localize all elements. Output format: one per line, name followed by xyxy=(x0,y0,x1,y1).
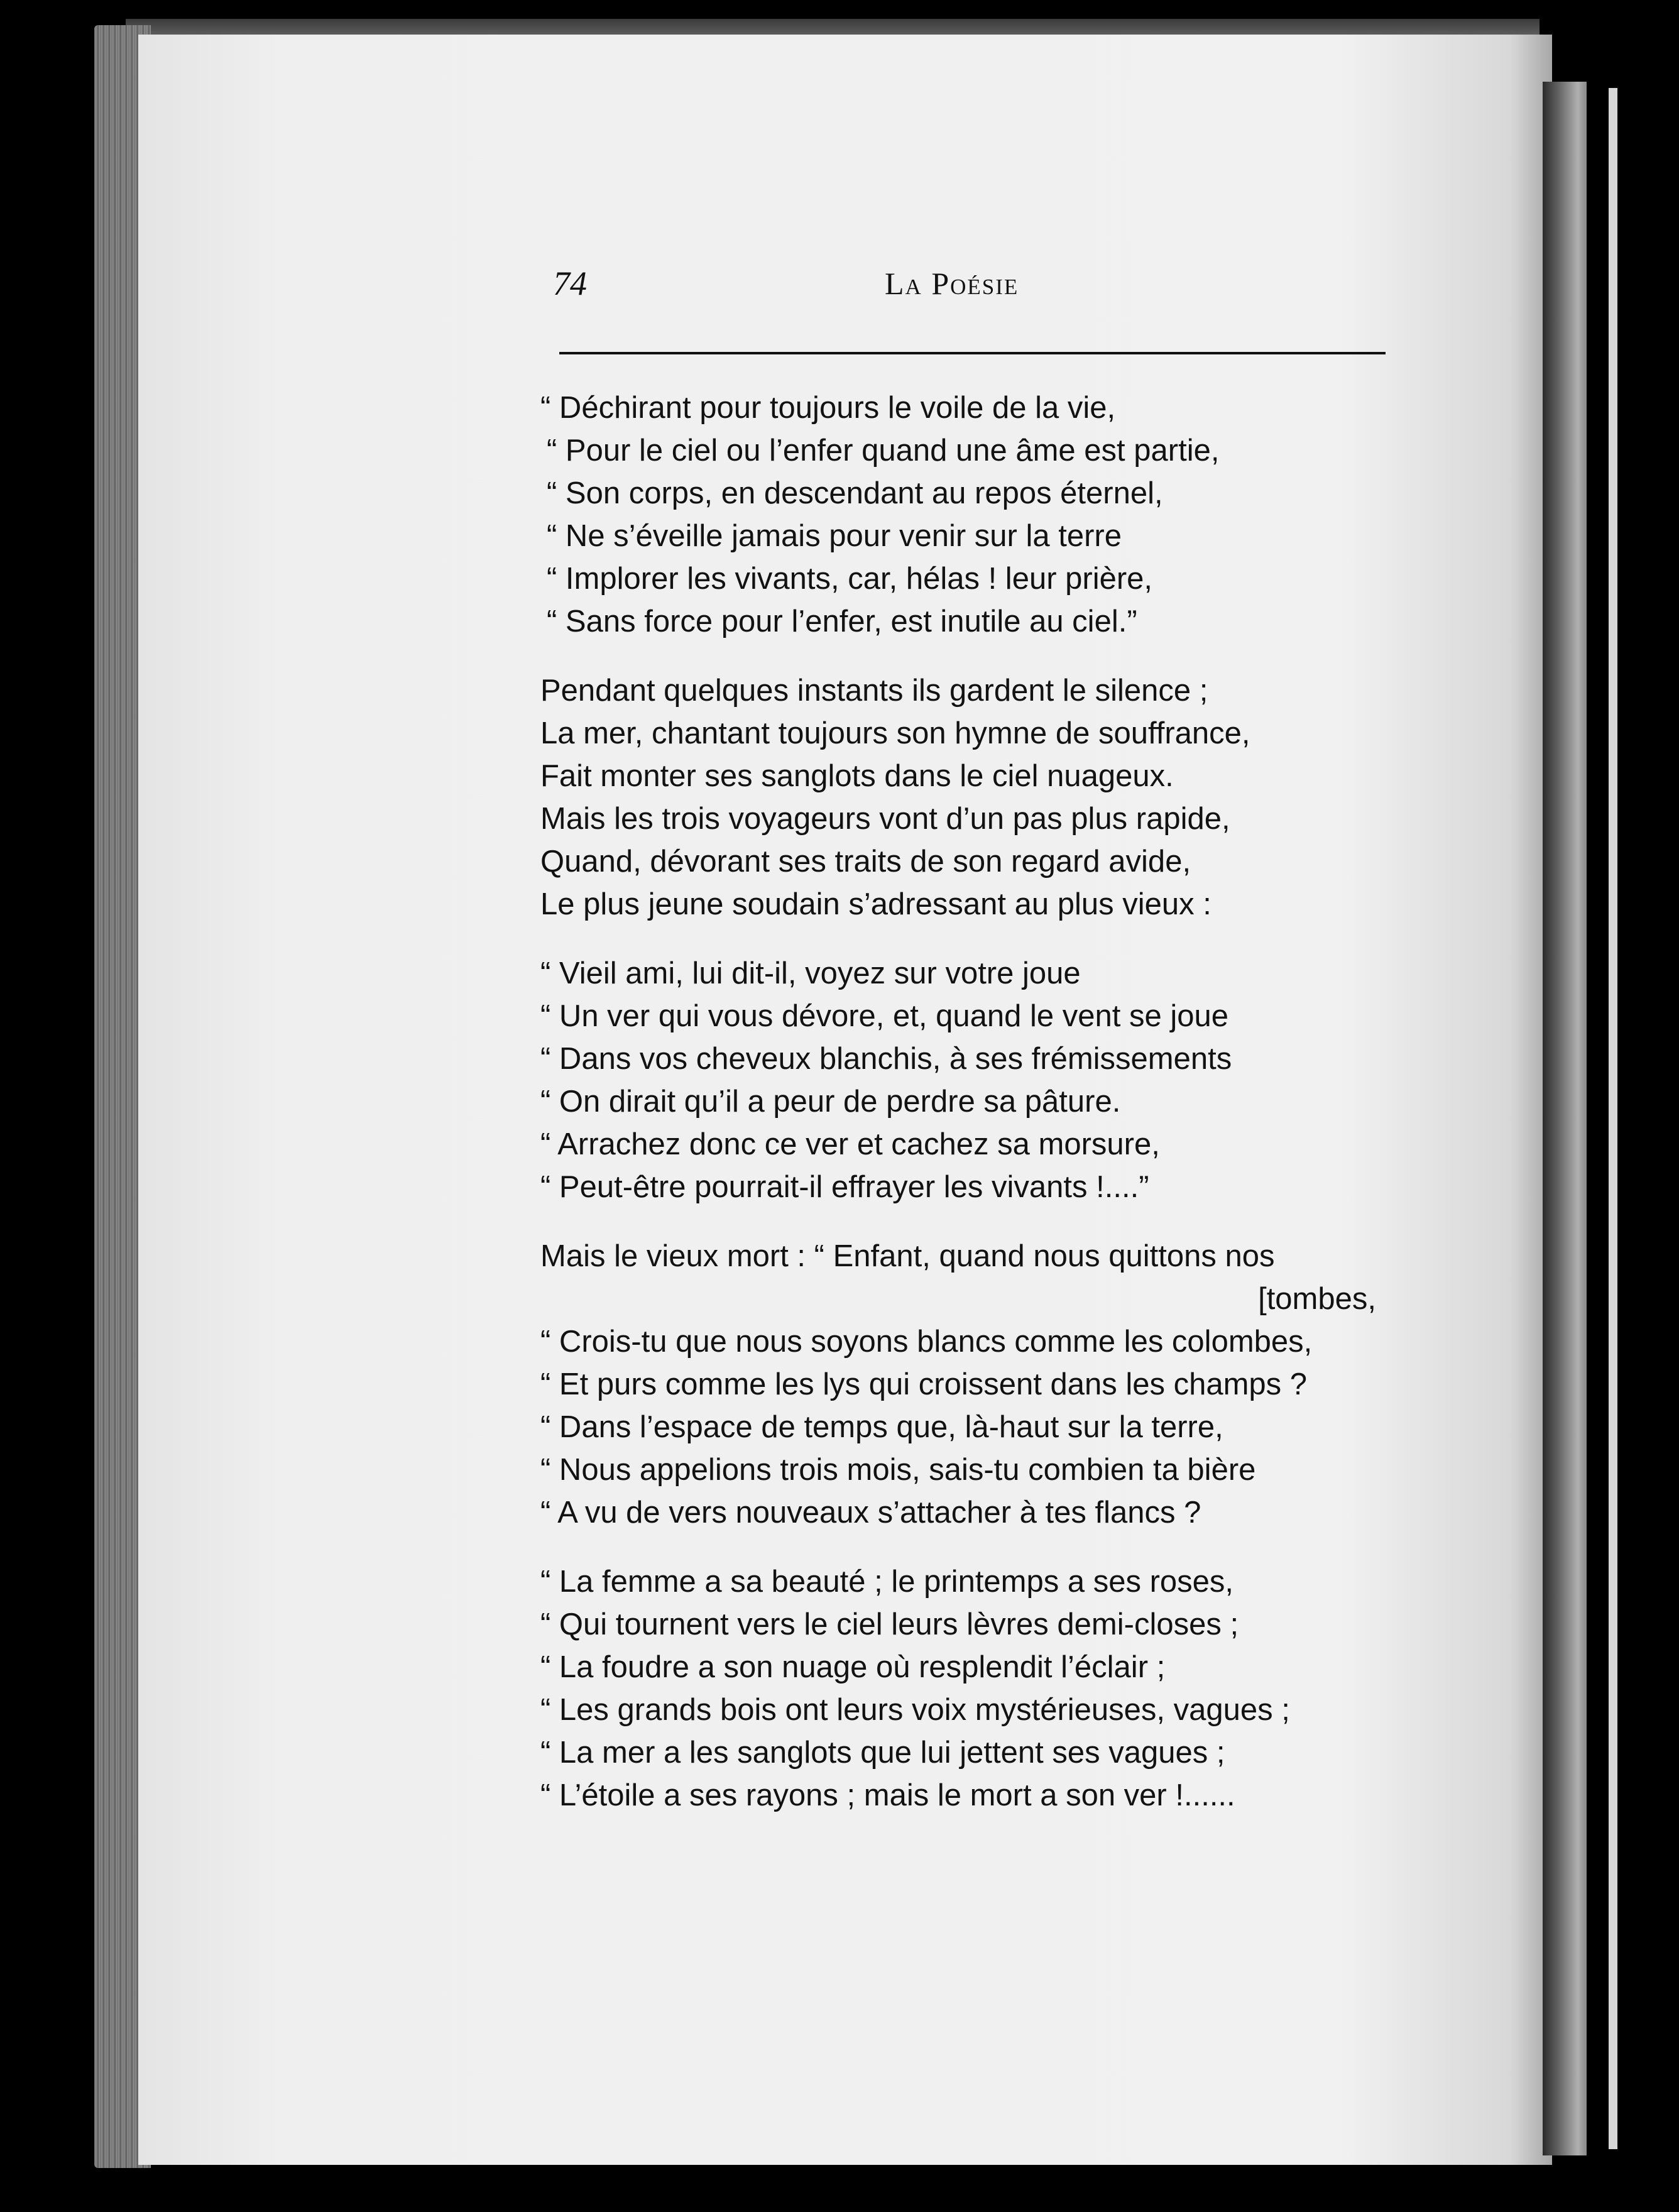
poem-text xyxy=(540,386,1395,1843)
header-rule xyxy=(559,352,1386,354)
verse-line: “ Arrachez donc ce ver et cachez sa morsure, xyxy=(540,1127,1160,1161)
verse-line: “ Implorer les vivants, car, hélas ! leur prière, xyxy=(547,562,1153,596)
page-number: 74 xyxy=(553,265,587,302)
verse-line: Quand, dévorant ses traits de son regard avide, xyxy=(540,845,1191,879)
verse-line: “ Pour le ciel ou l’enfer quand une âme est partie, xyxy=(547,434,1220,468)
verse-line: “ Peut-être pourrait-il effrayer les vivants !....” xyxy=(540,1170,1149,1204)
verse-line: Mais le vieux mort : “ Enfant, quand nous quittons nos xyxy=(540,1239,1275,1273)
stanza-2 xyxy=(540,669,1395,926)
verse-line: “ Ne s’éveille jamais pour venir sur la terre xyxy=(547,519,1122,553)
verse-line: Le plus jeune soudain s’adressant au plus vieux : xyxy=(540,887,1211,921)
stanza-3 xyxy=(540,952,1395,1208)
verse-line: “ Sans force pour l’enfer, est inutile au ciel.” xyxy=(547,605,1137,638)
verse-line: “ A vu de vers nouveaux s’attacher à tes flancs ? xyxy=(540,1496,1201,1530)
verse-line: Pendant quelques instants ils gardent le silence ; xyxy=(540,674,1208,708)
verse-line: “ Dans l’espace de temps que, là-haut sur la terre, xyxy=(540,1410,1223,1444)
verse-line: “ Vieil ami, lui dit-il, voyez sur votre joue xyxy=(540,956,1081,990)
verse-line: La mer, chantant toujours son hymne de souffrance, xyxy=(540,716,1250,750)
verse-line: “ L’étoile a ses rayons ; mais le mort a son ver !...... xyxy=(540,1778,1235,1812)
verse-line: “ Crois-tu que nous soyons blancs comme les colombes, xyxy=(540,1325,1313,1359)
verse-line: “ Nous appelions trois mois, sais-tu combien ta bière xyxy=(540,1453,1256,1487)
verse-line-continuation: [tombes, xyxy=(1258,1282,1376,1316)
running-head: La Poésie xyxy=(885,266,1019,301)
stanza-5 xyxy=(540,1560,1395,1817)
verse-line: “ Dans vos cheveux blanchis, à ses frémissements xyxy=(540,1042,1232,1076)
verse-line: Fait monter ses sanglots dans le ciel nuageux. xyxy=(540,759,1174,793)
verse-line: Mais les trois voyageurs vont d’un pas plus rapide, xyxy=(540,802,1230,836)
verse-line: “ Les grands bois ont leurs voix mystérieuses, vagues ; xyxy=(540,1693,1290,1727)
verse-line: “ La mer a les sanglots que lui jettent ses vagues ; xyxy=(540,1736,1225,1770)
verse-line: “ La femme a sa beauté ; le printemps a ses roses, xyxy=(540,1565,1234,1599)
verse-line: “ La foudre a son nuage où resplendit l’éclair ; xyxy=(540,1650,1166,1684)
verse-line: “ Déchirant pour toujours le voile de la vie, xyxy=(540,391,1116,425)
verse-line: “ Et purs comme les lys qui croissent dans les champs ? xyxy=(540,1367,1308,1401)
stanza-1 xyxy=(540,386,1395,643)
verse-line: “ Qui tournent vers le ciel leurs lèvres demi-closes ; xyxy=(540,1607,1239,1641)
stanza-4 xyxy=(540,1235,1395,1534)
page-header xyxy=(553,264,1389,320)
scan-border-line xyxy=(1609,88,1617,2149)
verse-line: “ Un ver qui vous dévore, et, quand le vent se joue xyxy=(540,999,1228,1033)
next-page-edge xyxy=(1543,82,1587,2155)
verse-line: “ On dirait qu’il a peur de perdre sa pâture. xyxy=(540,1085,1121,1119)
verse-line: “ Son corps, en descendant au repos éternel, xyxy=(547,476,1163,510)
